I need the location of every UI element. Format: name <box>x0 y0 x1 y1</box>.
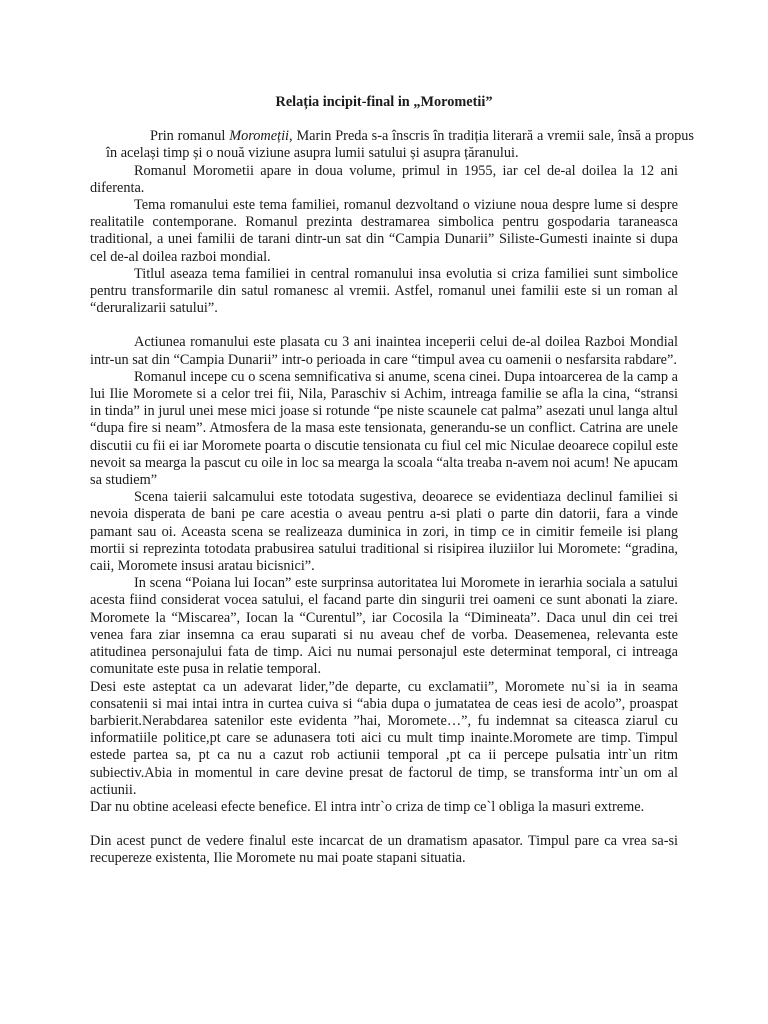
paragraph-time-crisis: Dar nu obtine aceleasi efecte benefice. El intra intr`o criza de timp ce`l obliga la masuri extreme. <box>90 798 645 815</box>
paragraph-acacia-scene: Scena taierii salcamului este totodata sugestiva, deoarece se evidentiaza declinul familiei si nevoia disperata de bani pe care acestia o aveau pentru a-si plati o parte din datorii, fara a vinde pamant sau oi. Aceasta scena se realizeaza duminica in zori, in timp ce in cimitir femeile isi plang mortii si reprezinta totodata prabusirea satului traditional si risipirea iluziilor lui Moromete: “gradina, caii, Moromete insusi aratau bicisnici”. <box>90 489 678 575</box>
paragraph-volumes: Romanul Morometii apare in doua volume, primul in 1955, iar cel de-al doilea la 12 ani diferenta. <box>90 162 678 196</box>
paragraph-intro-text-a: Prin romanul <box>150 128 230 145</box>
document-body <box>90 94 694 868</box>
paragraph-intro <box>106 128 694 162</box>
paragraph-intro-text-b: , Marin Preda s-a înscris în tradiția literară a vremii sale, însă a propus în același timp și o nouă viziune asupra lumii satului și asupra țăranului. <box>106 128 694 162</box>
paragraph-action-setting: Actiunea romanului este plasata cu 3 ani inaintea inceperii celui de-al doilea Razboi Mondial intr-un sat din “Campia Dunarii” intr-o perioada in care “timpul avea cu oamenii o nesfarsita rabdare”. <box>90 334 678 368</box>
document-title: Relația incipit-final in „Morometii” <box>275 94 493 110</box>
paragraph-gap <box>90 317 678 334</box>
paragraph-final: Din acest punct de vedere finalul este incarcat de un dramatism apasator. Timpul pare ca vrea sa-si recupereze existenta, Ilie Moromete nu mai poate stapani situatia. <box>90 833 678 867</box>
paragraph-title-meaning: Titlul aseaza tema familiei in central romanului insa evolutia si criza familiei sunt simbolice pentru transformarile din satul romanesc al vremii. Astfel, romanul unei familii este si un roman al “deruralizarii satului”. <box>90 265 678 317</box>
paragraph-iocan-scene: In scena “Poiana lui Iocan” este surprinsa autoritatea lui Moromete in ierarhia sociala a satului acesta fiind considerat vocea satului, el facand parte din singurii trei oameni ce sunt abonati la ziare. Moromete la “Miscarea”, Iocan la “Curentul”, iar Cocosila la “Dimineata”. Daca unul din cei trei venea fara ziar insemna ca erau suparati si nu aveau chef de vorba. Deasemenea, relevanta este atitudinea personajului fata de timp. Aici nu numai personajul este determinat temporal, ci intreaga comunitate este pusa in relatie temporal. <box>90 575 678 678</box>
paragraph-dinner-scene: Romanul incepe cu o scena semnificativa si anume, scena cinei. Dupa intoarcerea de la camp a lui Ilie Moromete si a celor trei fii, Nila, Paraschiv si Achim, intreaga familie se afla la cina, “stransi in tinda” in jurul unei mese mici joase si rotunde “pe niste scaunele cat palma” asezati unul langa altul “dupa fire si neam”. Atmosfera de la masa este tensionata, generandu-se un conflict. Catrina are unele discutii cu fii ei iar Moromete poarta o discutie tensionata cu fiul cel mic Niculae deoarece copilul este nevoit sa mearga la pascut cu oile in loc sa mearga la scoala “alta treaba n-avem noi acum! Ne apucam sa studiem” <box>90 368 678 489</box>
paragraph-leader: Desi este asteptat ca un adevarat lider,”de departe, cu exclamatii”, Moromete nu`si ia in seama consatenii si mai intai intra in curtea cuiva si “abia dupa o jumatatea de ceas iesi de acolo”, proaspat barbierit.Nerabdarea satenilor este evidenta ”hai, Moromete…”, fu indemnat sa citeasca ziarul cu informatiile politice,pt care se adunasera toti aici cu mult timp inainte.Moromete are timp. Timpul estede partea sa, pt ca nu a cazut rob actiunii temporal ,pt ca ii percepe pulsatia intr`un ritm subiectiv.Abia in momentul in care devine presat de factorul de timp, se transforma intr`un om al actiunii. <box>90 678 678 798</box>
paragraph-theme: Tema romanului este tema familiei, romanul dezvoltand o viziune noua despre lume si despre realitatile contemporane. Romanul prezinta destramarea simbolica pentru gospodaria taraneasca traditional, a unei familii de tarani dintr-un sat din “Campia Dunarii” Siliste-Gumesti inainte si dupa cel de-al doilea razboi mondial. <box>90 197 678 265</box>
paragraph-gap <box>90 816 678 833</box>
novel-title-italic: Moromeții <box>229 128 290 145</box>
